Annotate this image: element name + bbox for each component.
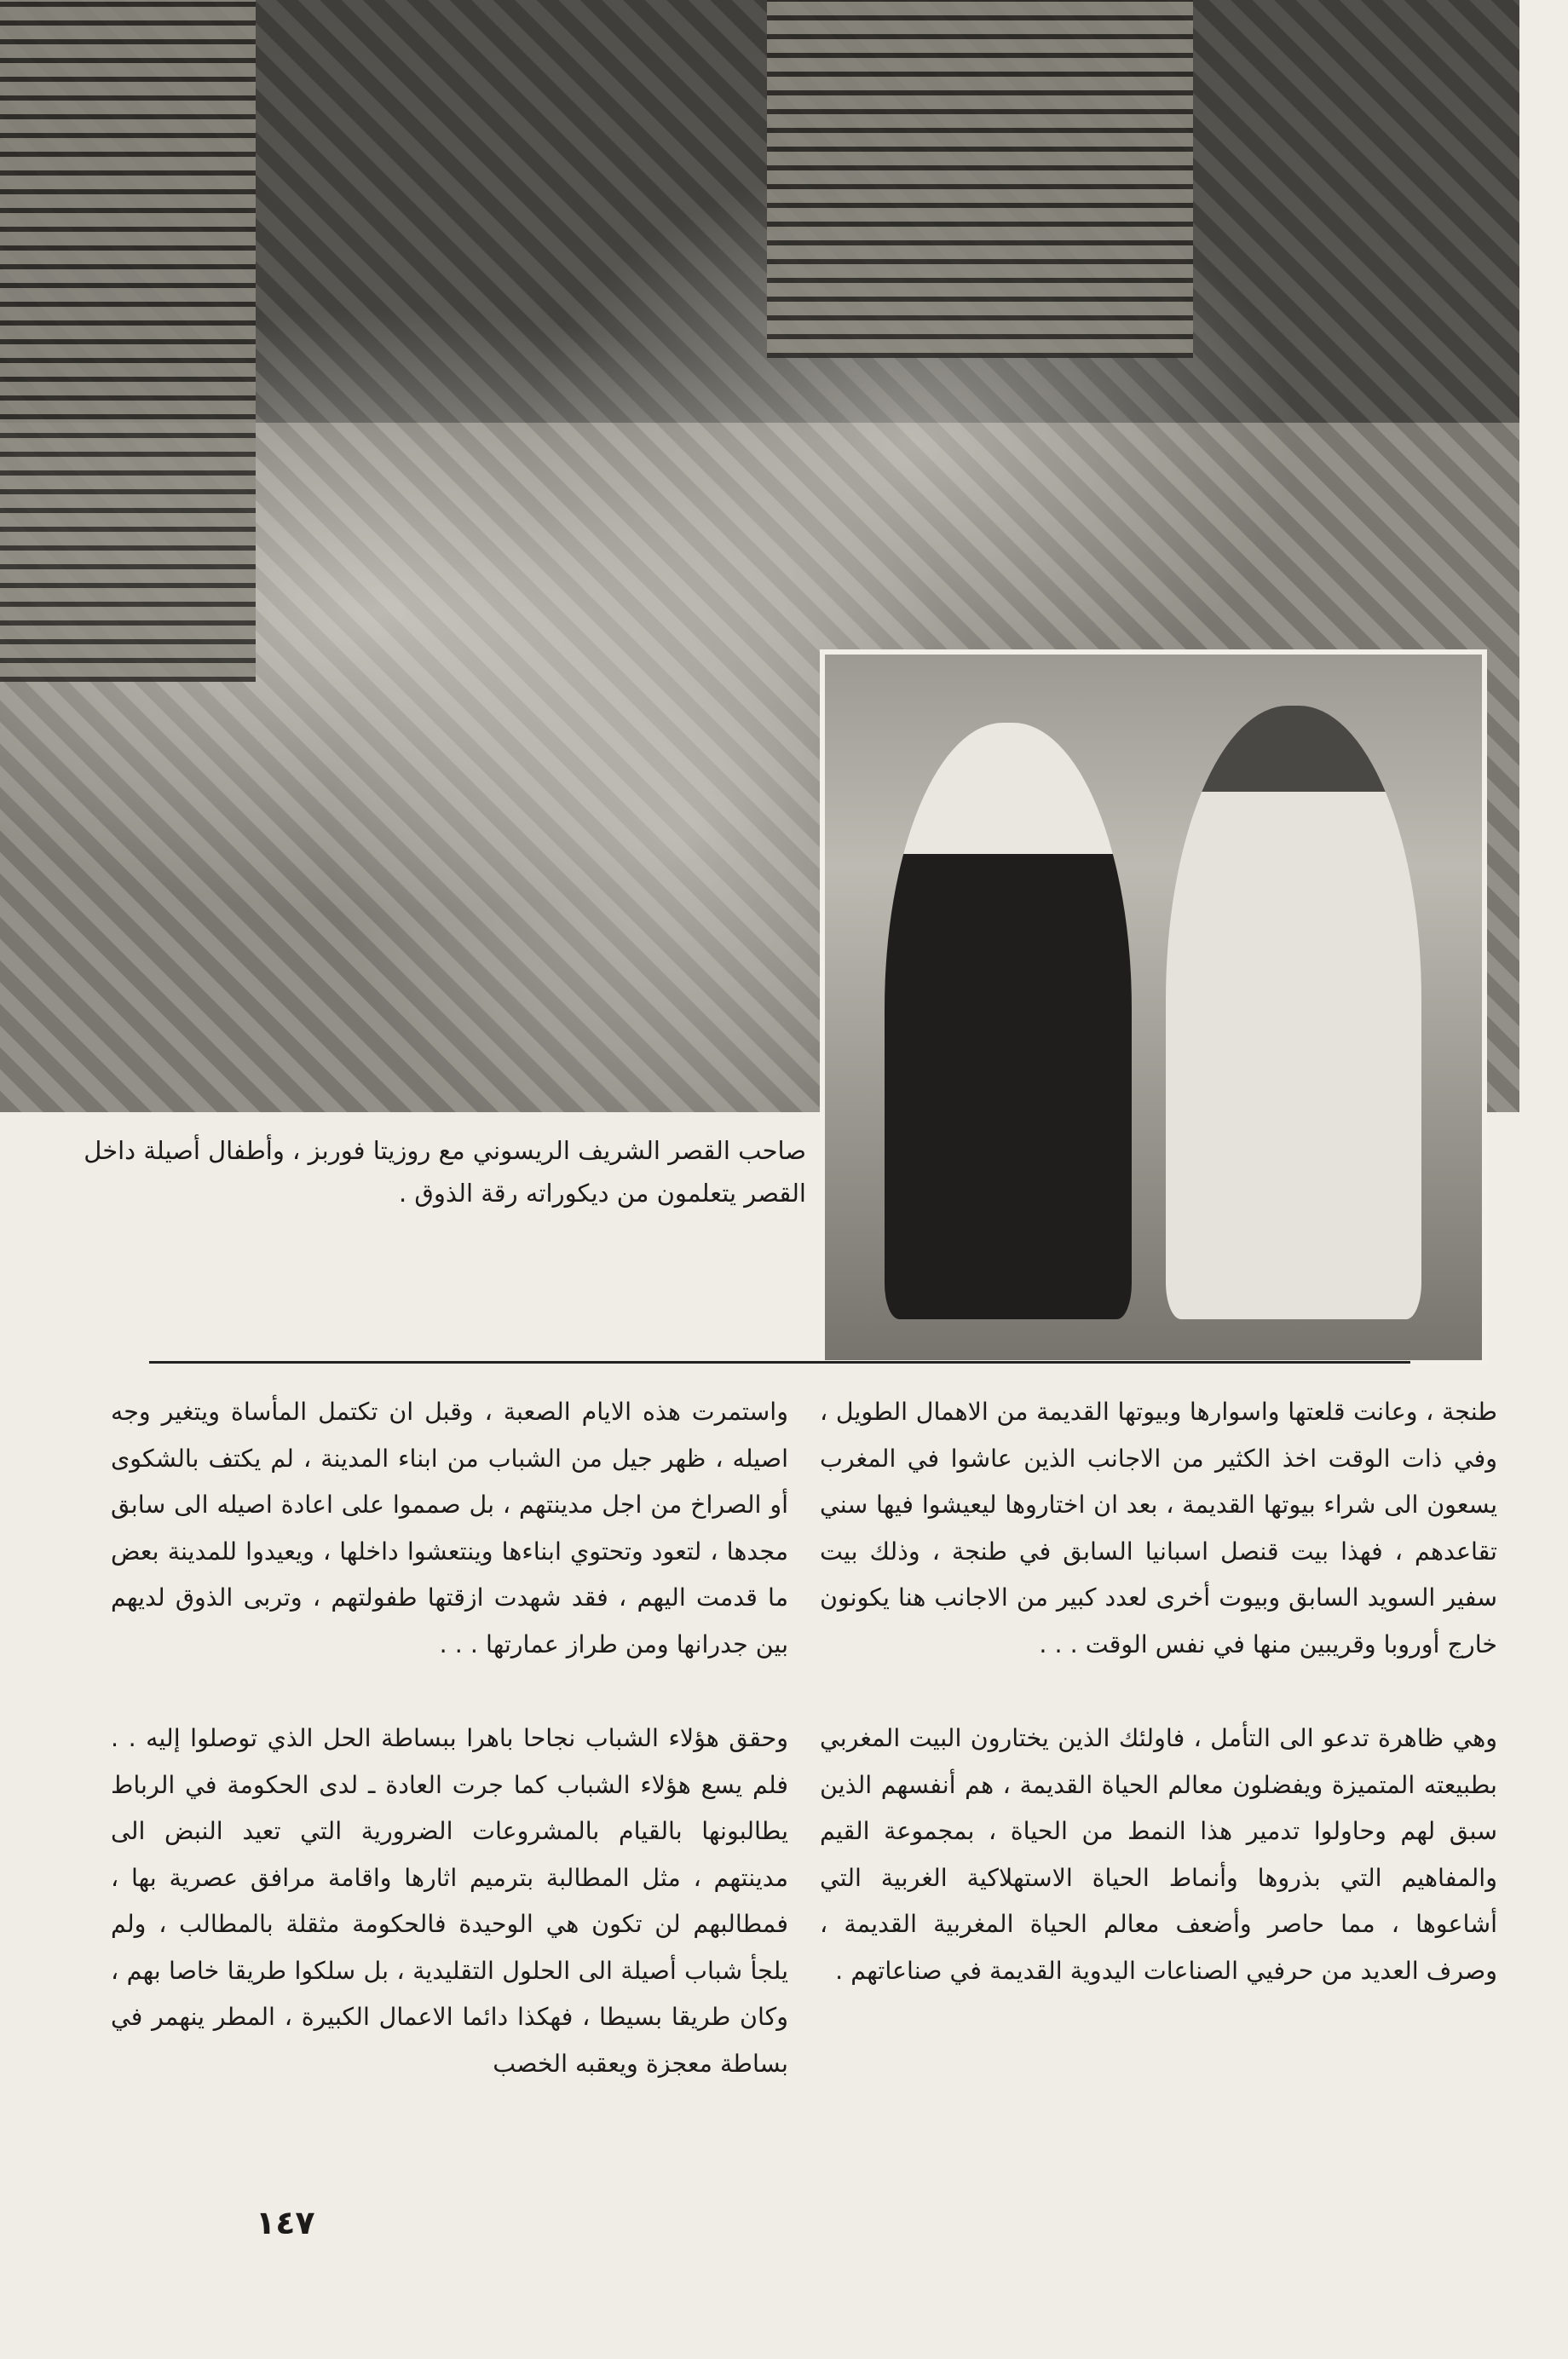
woman-figure <box>1166 706 1421 1319</box>
paragraph: وحقق هؤلاء الشباب نجاحا باهرا ببساطة الحل الذي توصلوا إليه . . فلم يسع هؤلاء الشباب كما جرت العادة ـ لدى الحكومة في الرباط يطالبونها بالقيام بالمشروعات الضرورية التي تعيد النبض الى مدينتهم ، مثل المطالبة بترميم اثارها واقامة مرافق عصرية بها ، فمطالبهم لن تكون هي الوحيدة فالحكومة مثقلة بالمطالب ، ولم يلجأ شباب أصيلة الى الحلول التقليدية ، بل سلكوا طريقا خاصا بهم ، وكان طريقا بسيطا ، فهكذا دائما الاعمال الكبيرة ، المطر ينهمر في بساطة معجزة ويعقبه الخصب <box>111 1724 788 2078</box>
paragraph: طنجة ، وعانت قلعتها واسوارها وبيوتها القديمة من الاهمال الطويل ، وفي ذات الوقت اخذ الكثير من الاجانب الذين عاشوا في المغرب يسعون الى شراء بيوتها القديمة ، بعد ان اختاروها ليعيشوا فيها سني تقاعدهم ، فهذا بيت قنصل اسبانيا السابق في طنجة ، وذلك بيت سفير السويد السابق وبيوت أخرى لعدد كبير من الاجانب هنا يكونون خارج أوروبا وقريبين منها في نفس الوقت . . . <box>820 1398 1497 1658</box>
text-column-right <box>820 1389 1497 1994</box>
tile-wall-center <box>767 0 1193 358</box>
paragraph: وهي ظاهرة تدعو الى التأمل ، فاولئك الذين يختارون البيت المغربي بطبيعته المتميزة ويفضلون معالم الحياة القديمة ، هم أنفسهم الذين سبق لهم وحاولوا تدمير هذا النمط من الحياة ، بمجموعة القيم والمفاهيم التي بذروها وأنماط الحياة الاستهلاكية الغربية التي أشاعوها ، مما حاصر وأضعف معالم الحياة المغربية القديمة ، وصرف العديد من حرفيي الصناعات اليدوية القديمة في صناعاتهم . <box>820 1724 1497 1985</box>
section-divider <box>149 1361 1410 1364</box>
inset-photo <box>820 649 1487 1365</box>
page-number: ١٤٧ <box>256 2204 315 2241</box>
text-column-left <box>111 1389 788 2087</box>
man-figure <box>885 723 1132 1319</box>
photo-caption: صاحب القصر الشريف الريسوني مع روزيتا فوربز ، وأطفال أصيلة داخل القصر يتعلمون من ديكوراته رقة الذوق . <box>84 1136 806 1208</box>
tile-wall-left <box>0 0 256 682</box>
paragraph: واستمرت هذه الايام الصعبة ، وقبل ان تكتمل المأساة ويتغير وجه اصيله ، ظهر جيل من الشباب من ابناء المدينة ، لم يكتف بالشكوى أو الصراخ من اجل مدينتهم ، بل صمموا على اعادة اصيله الى سابق مجدها ، لتعود وتحتوي ابناءها وينتعشوا داخلها ، ويعيدوا للمدينة بعض ما قدمت اليهم ، فقد شهدت ازقتها طفولتهم ، وتربى الذوق لديهم بين جدرانها ومن طراز عمارتها . . . <box>111 1398 788 1658</box>
